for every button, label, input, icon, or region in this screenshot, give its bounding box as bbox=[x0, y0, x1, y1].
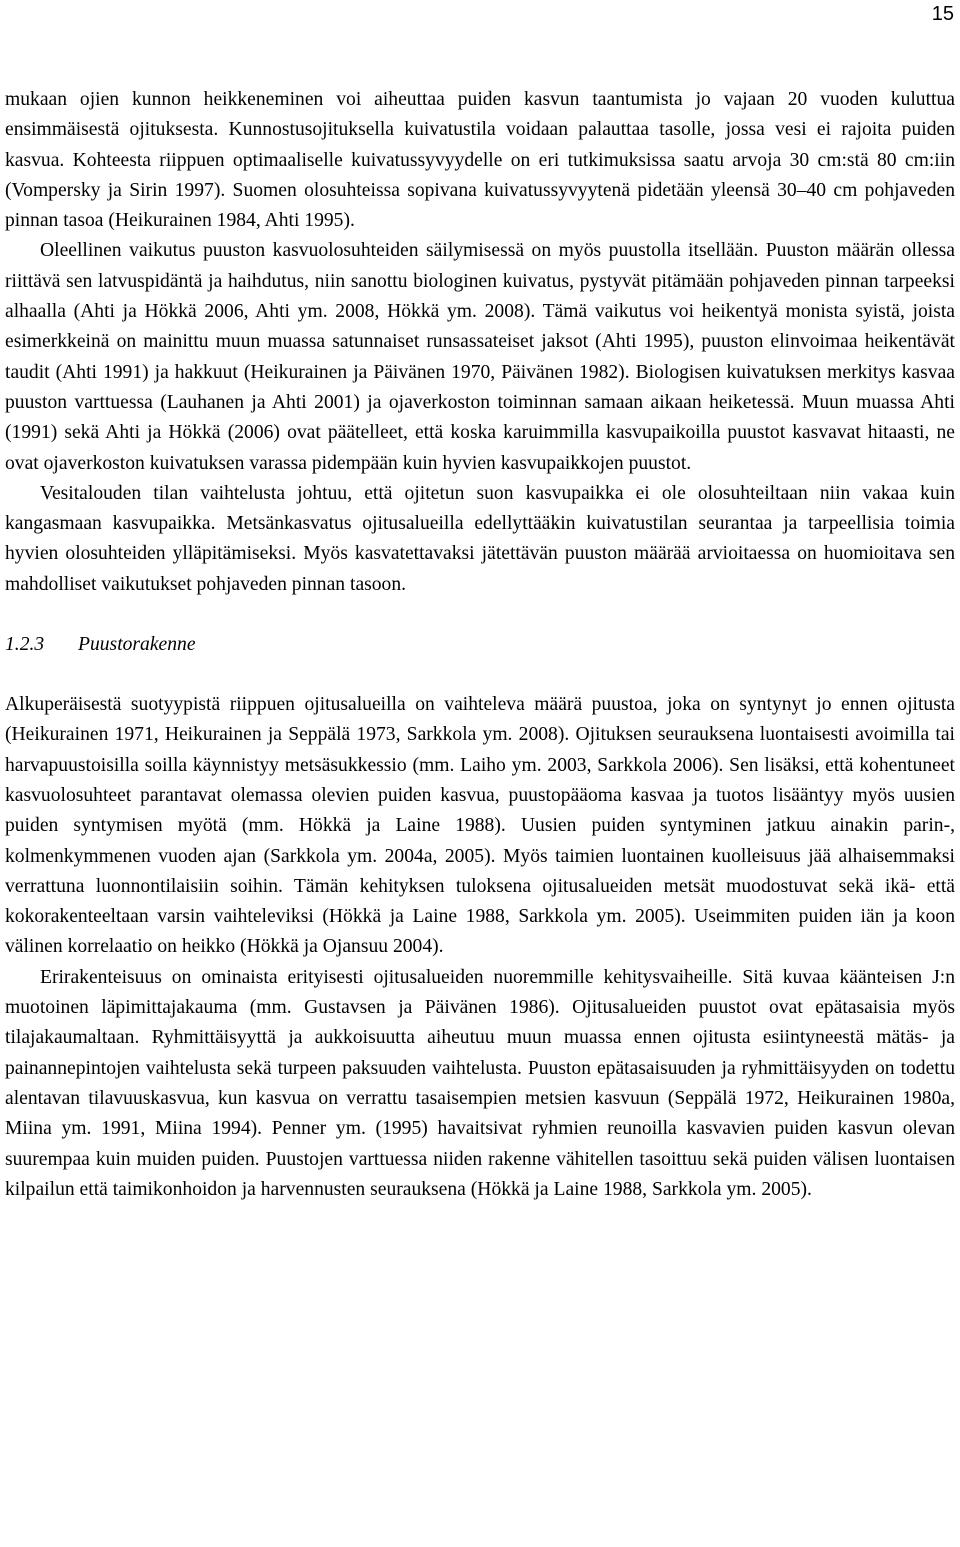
section-heading bbox=[5, 630, 955, 660]
section-heading-number: 1.2.3 bbox=[5, 634, 45, 656]
paragraph: Erirakenteisuus on ominaista erityisesti ojitusalueiden nuoremmille kehitysvaiheille. Sitä kuvaa käänteisen J:n muotoinen läpimittajakauma (mm. Gustavsen ja Päivänen 1986). Ojitusalueiden puustot ovat epätasaisia myös tilajakaumaltaan. Ryhmittäisyyttä ja aukkoisuutta aiheutuu muun muassa ennen ojitusta esiintyneestä mätäs- ja painannepintojen vaihtelusta sekä turpeen paksuuden vaihtelusta. Puuston epätasaisuuden ja ryhmittäisyyden on todettu alentavan tilavuuskasvua, kun kasvua on verrattu tasaisempien metsien kasvuun (Seppälä 1972, Heikurainen 1980a, Miina ym. 1991, Miina 1994). Penner ym. (1995) havaitsivat ryhmien reunoilla kasvavien puiden kasvun olevan suurempaa kuin muiden puiden. Puustojen varttuessa niiden rakenne vähitellen tasoittuu sekä puiden välisen luontaisen kilpailun että taimikonhoidon ja harvennusten seurauksena (Hökkä ja Laine 1988, Sarkkola ym. 2005). bbox=[5, 966, 955, 1200]
body-text bbox=[5, 85, 955, 1205]
paragraph: Alkuperäisestä suotyypistä riippuen ojitusalueilla on vaihteleva määrä puustoa, joka on syntynyt jo ennen ojitusta (Heikurainen 1971, Heikurainen ja Seppälä 1973, Sarkkola ym. 2008). Ojituksen seurauksena luontaisesti avoimilla tai harvapuustoisilla soilla käynnistyy metsäsukkessio (mm. Laiho ym. 2003, Sarkkola 2006). Sen lisäksi, että kohentuneet kasvuolosuhteet parantavat olemassa olevien puiden kasvua, puustopääoma kasvaa ja tuotos lisääntyy myös uusien puiden syntymisen myötä (mm. Hökkä ja Laine 1988). Uusien puiden syntyminen jatkuu ainakin parin-, kolmenkymmenen vuoden ajan (Sarkkola ym. 2004a, 2005). Myös taimien luontainen kuolleisuus jää alhaisemmaksi verrattuna luonnontilaisiin soihin. Tämän kehityksen tuloksena ojitusalueiden metsät muodostuvat sekä ikä- että kokorakenteeltaan varsin vaihteleviksi (Hökkä ja Laine 1988, Sarkkola ym. 2005). Useimmiten puiden iän ja koon välinen korrelaatio on heikko (Hökkä ja Ojansuu 2004). bbox=[5, 694, 955, 958]
page-number: 15 bbox=[931, 3, 954, 25]
paragraph: Vesitalouden tilan vaihtelusta johtuu, että ojitetun suon kasvupaikka ei ole olosuhteiltaan niin vakaa kuin kangasmaan kasvupaikka. Metsänkasvatus ojitusalueilla edellyttääkin kuivatustilan seurantaa ja tarpeellisia toimia hyvien olosuhteiden ylläpitämiseksi. Myös kasvatettavaksi jätettävän puuston määrää arvioitaessa on huomioitava sen mahdolliset vaikutukset pohjaveden pinnan tasoon. bbox=[5, 482, 955, 595]
paragraph-continuation: mukaan ojien kunnon heikkeneminen voi aiheuttaa puiden kasvun taantumista jo vajaan 20 vuoden kuluttua ensimmäisestä ojituksesta. Kunnostusojituksella kuivatustila voidaan palauttaa tasolle, jossa vesi ei rajoita puiden kasvua. Kohteesta riippuen optimaaliselle kuivatussyvyydelle on eri tutkimuksissa saatu arvoja 30 cm:stä 80 cm:iin (Vompersky ja Sirin 1997). Suomen olosuhteissa sopivana kuivatussyvyytenä pidetään yleensä 30–40 cm pohjaveden pinnan tasoa (Heikurainen 1984, Ahti 1995). bbox=[5, 89, 955, 232]
paragraph: Oleellinen vaikutus puuston kasvuolosuhteiden säilymisessä on myös puustolla itsellään. Puuston määrän ollessa riittävä sen latvuspidäntä ja haihdutus, niin sanottu biologinen kuivatus, pystyvät pitämään pohjaveden pinnan tarpeeksi alhaalla (Ahti ja Hökkä 2006, Ahti ym. 2008, Hökkä ym. 2008). Tämä vaikutus voi heikentyä monista syistä, joista esimerkkeinä on mainittu muun muassa satunnaiset runsassateiset jaksot (Ahti 1995), puuston elinvoimaa heikentävät taudit (Ahti 1991) ja hakkuut (Heikurainen ja Päivänen 1970, Päivänen 1982). Biologisen kuivatuksen merkitys kasvaa puuston varttuessa (Lauhanen ja Ahti 2001) ja ojaverkoston toiminnan samaan aikaan heiketessä. Muun muassa Ahti (1991) sekä Ahti ja Hökkä (2006) ovat päätelleet, että koska karuimmilla kasvupaikoilla puustot kasvavat hitaasti, ne ovat ojaverkoston kuivatuksen varassa pidempään kuin hyvien kasvupaikkojen puustot. bbox=[5, 240, 955, 474]
section-heading-title: Puustorakenne bbox=[78, 634, 196, 656]
